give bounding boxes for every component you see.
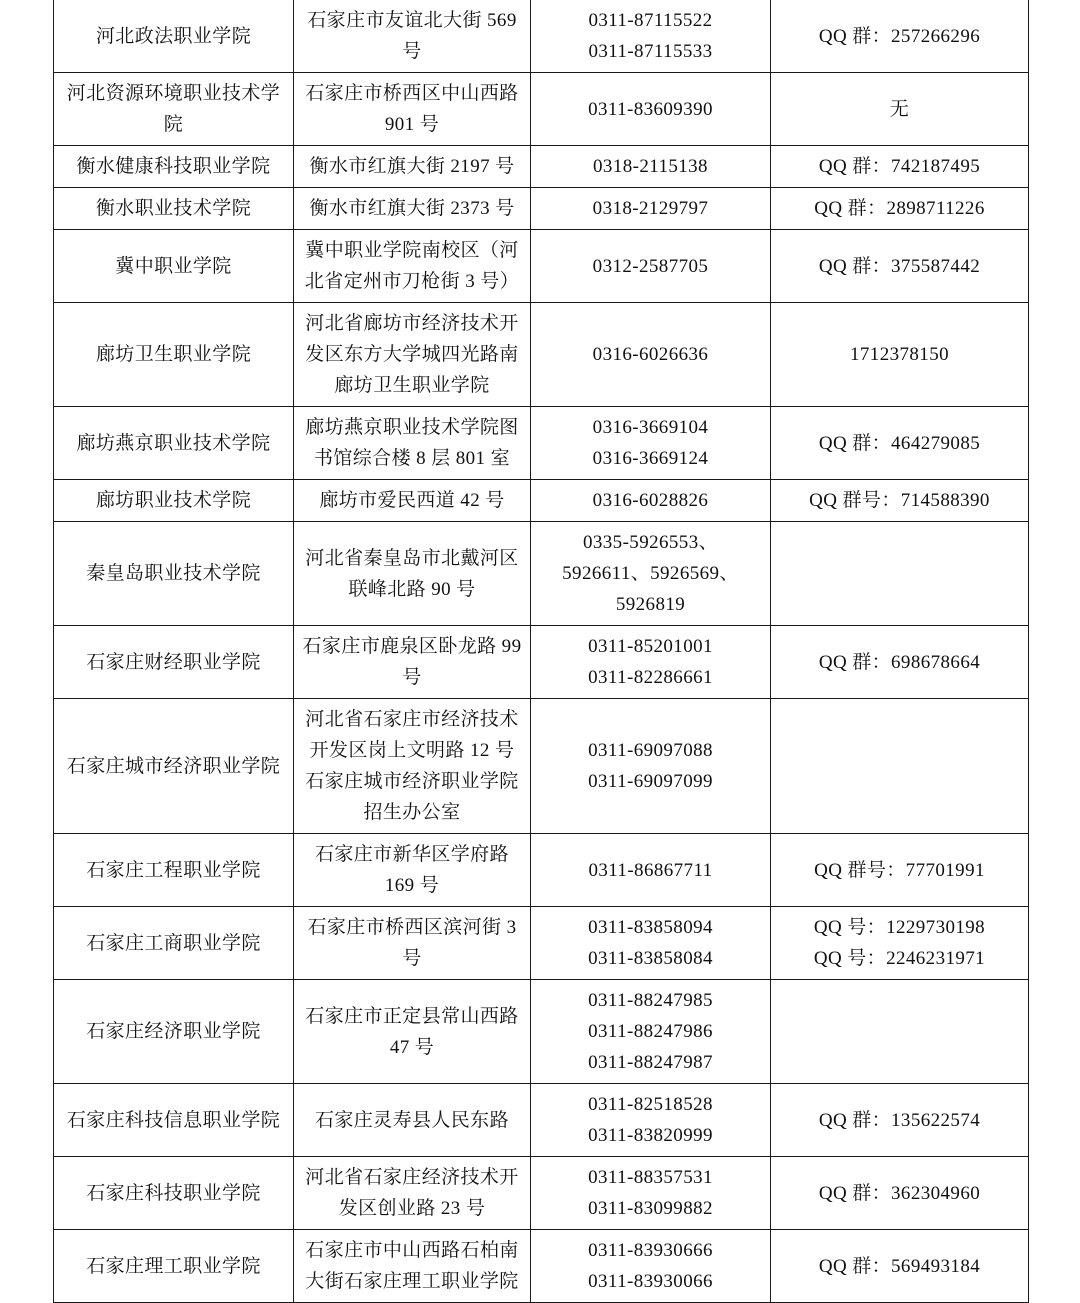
phone-line: 0311-87115522 [588, 10, 713, 31]
cell-college-name: 石家庄工程职业学院 [54, 834, 294, 907]
table-row [54, 699, 1029, 834]
cell-phone [531, 407, 771, 480]
cell-qq [771, 1084, 1029, 1157]
cell-phone [531, 1084, 771, 1157]
phone-line: 0311-83858084 [588, 948, 713, 969]
cell-college-name: 衡水健康科技职业学院 [54, 146, 294, 188]
cell-qq [771, 522, 1029, 626]
cell-college-name: 廊坊职业技术学院 [54, 480, 294, 522]
cell-qq [771, 1157, 1029, 1230]
phone-line: 0311-88247987 [588, 1052, 713, 1073]
cell-address: 廊坊燕京职业技术学院图书馆综合楼 8 层 801 室 [294, 407, 531, 480]
cell-college-name: 石家庄科技职业学院 [54, 1157, 294, 1230]
phone-line: 0311-87115533 [588, 41, 713, 62]
table-row [54, 980, 1029, 1084]
table-row [54, 73, 1029, 146]
phone-line: 0335-5926553、 [582, 532, 719, 553]
phone-line: 0311-82518528 [588, 1094, 713, 1115]
college-contact-table [53, 0, 1029, 1303]
phone-line: 0311-69097088 [588, 740, 713, 761]
table-row [54, 230, 1029, 303]
phone-line: 0311-82286661 [588, 667, 713, 688]
cell-phone [531, 146, 771, 188]
cell-phone [531, 230, 771, 303]
cell-college-name: 石家庄财经职业学院 [54, 626, 294, 699]
table-row [54, 907, 1029, 980]
cell-qq [771, 980, 1029, 1084]
phone-line: 0311-69097099 [588, 771, 713, 792]
cell-phone [531, 980, 771, 1084]
cell-qq [771, 146, 1029, 188]
cell-qq [771, 230, 1029, 303]
cell-college-name: 石家庄理工职业学院 [54, 1230, 294, 1303]
cell-qq [771, 480, 1029, 522]
cell-address: 石家庄市新华区学府路 169 号 [294, 834, 531, 907]
cell-college-name: 冀中职业学院 [54, 230, 294, 303]
cell-address: 河北省廊坊市经济技术开发区东方大学城四光路南廊坊卫生职业学院 [294, 303, 531, 407]
table-row [54, 188, 1029, 230]
phone-line: 0311-88357531 [588, 1167, 713, 1188]
phone-line: 0311-86867711 [588, 859, 713, 881]
phone-line: 0311-83099882 [588, 1198, 713, 1219]
phone-line: 0311-83930066 [588, 1271, 713, 1292]
cell-address: 石家庄市友谊北大街 569 号 [294, 0, 531, 73]
cell-qq [771, 0, 1029, 73]
phone-line: 0311-88247986 [588, 1021, 713, 1042]
cell-college-name: 河北政法职业学院 [54, 0, 294, 73]
table-row [54, 522, 1029, 626]
phone-line: 0318-2129797 [592, 198, 709, 219]
phone-line: 0316-6026636 [592, 344, 709, 365]
cell-address: 河北省石家庄市经济技术开发区岗上文明路 12 号石家庄城市经济职业学院招生办公室 [294, 699, 531, 834]
cell-address: 冀中职业学院南校区（河北省定州市刀枪街 3 号） [294, 230, 531, 303]
phone-line: 0312-2587705 [592, 255, 709, 277]
cell-college-name: 秦皇岛职业技术学院 [54, 522, 294, 626]
cell-address: 衡水市红旗大街 2373 号 [294, 188, 531, 230]
cell-phone [531, 907, 771, 980]
table-row [54, 480, 1029, 522]
table-row [54, 146, 1029, 188]
qq-line: QQ 群：257266296 [818, 25, 981, 47]
cell-address: 石家庄市鹿泉区卧龙路 99 号 [294, 626, 531, 699]
phone-line: 0316-3669124 [592, 448, 709, 469]
qq-line: QQ 群：362304960 [818, 1182, 981, 1204]
phone-line: 0311-83858094 [588, 917, 713, 938]
cell-address: 石家庄灵寿县人民东路 [294, 1084, 531, 1157]
qq-line: QQ 群号：714588390 [809, 490, 990, 511]
cell-phone [531, 73, 771, 146]
qq-line: 1712378150 [850, 344, 949, 365]
qq-line: QQ 群：2898711226 [814, 198, 985, 219]
phone-line: 0311-88247985 [588, 990, 713, 1011]
cell-college-name: 石家庄科技信息职业学院 [54, 1084, 294, 1157]
cell-phone [531, 1157, 771, 1230]
phone-line: 0311-83609390 [588, 98, 713, 120]
cell-phone [531, 303, 771, 407]
qq-line: QQ 群：742187495 [818, 156, 981, 177]
table-body [54, 0, 1029, 1303]
cell-qq [771, 188, 1029, 230]
phone-line: 5926611、5926569、 [562, 563, 739, 584]
cell-address: 衡水市红旗大街 2197 号 [294, 146, 531, 188]
cell-address: 河北省秦皇岛市北戴河区联峰北路 90 号 [294, 522, 531, 626]
cell-address: 石家庄市中山西路石柏南大街石家庄理工职业学院 [294, 1230, 531, 1303]
cell-qq [771, 73, 1029, 146]
table-row [54, 1084, 1029, 1157]
phone-line: 0311-85201001 [588, 636, 713, 657]
cell-address: 石家庄市正定县常山西路 47 号 [294, 980, 531, 1084]
table-row [54, 407, 1029, 480]
qq-line: QQ 群：135622574 [818, 1109, 981, 1131]
cell-phone [531, 188, 771, 230]
cell-qq [771, 834, 1029, 907]
cell-phone [531, 626, 771, 699]
cell-college-name: 衡水职业技术学院 [54, 188, 294, 230]
qq-line: QQ 群：464279085 [818, 432, 981, 454]
cell-address: 石家庄市桥西区滨河街 3 号 [294, 907, 531, 980]
cell-qq [771, 907, 1029, 980]
cell-qq [771, 1230, 1029, 1303]
table-row [54, 0, 1029, 73]
cell-college-name: 河北资源环境职业技术学院 [54, 73, 294, 146]
cell-phone [531, 480, 771, 522]
phone-line: 0311-83820999 [588, 1125, 713, 1146]
cell-phone [531, 1230, 771, 1303]
phone-line: 0316-3669104 [592, 417, 709, 438]
cell-qq [771, 303, 1029, 407]
cell-college-name: 廊坊卫生职业学院 [54, 303, 294, 407]
phone-line: 0316-6028826 [592, 490, 709, 511]
table-row [54, 834, 1029, 907]
cell-college-name: 廊坊燕京职业技术学院 [54, 407, 294, 480]
cell-qq [771, 699, 1029, 834]
table-row [54, 303, 1029, 407]
qq-line: QQ 群：698678664 [818, 651, 981, 673]
cell-address: 河北省石家庄经济技术开发区创业路 23 号 [294, 1157, 531, 1230]
table-row [54, 1157, 1029, 1230]
cell-phone [531, 699, 771, 834]
cell-address: 石家庄市桥西区中山西路 901 号 [294, 73, 531, 146]
qq-line: QQ 群号：77701991 [814, 859, 985, 881]
phone-line: 0311-83930666 [588, 1240, 713, 1261]
cell-college-name: 石家庄经济职业学院 [54, 980, 294, 1084]
cell-qq [771, 407, 1029, 480]
cell-address: 廊坊市爱民西道 42 号 [294, 480, 531, 522]
qq-line: QQ 号：1229730198 [813, 917, 986, 938]
qq-line: QQ 群：375587442 [818, 255, 981, 277]
cell-qq [771, 626, 1029, 699]
cell-college-name: 石家庄工商职业学院 [54, 907, 294, 980]
phone-line: 5926819 [615, 594, 686, 615]
qq-line: QQ 号：2246231971 [813, 948, 986, 969]
cell-phone [531, 834, 771, 907]
phone-line: 0318-2115138 [593, 156, 708, 177]
qq-line: QQ 群：569493184 [818, 1255, 981, 1277]
qq-line: 无 [889, 98, 910, 120]
cell-phone [531, 0, 771, 73]
cell-college-name: 石家庄城市经济职业学院 [54, 699, 294, 834]
table-row [54, 626, 1029, 699]
table-row [54, 1230, 1029, 1303]
cell-phone [531, 522, 771, 626]
